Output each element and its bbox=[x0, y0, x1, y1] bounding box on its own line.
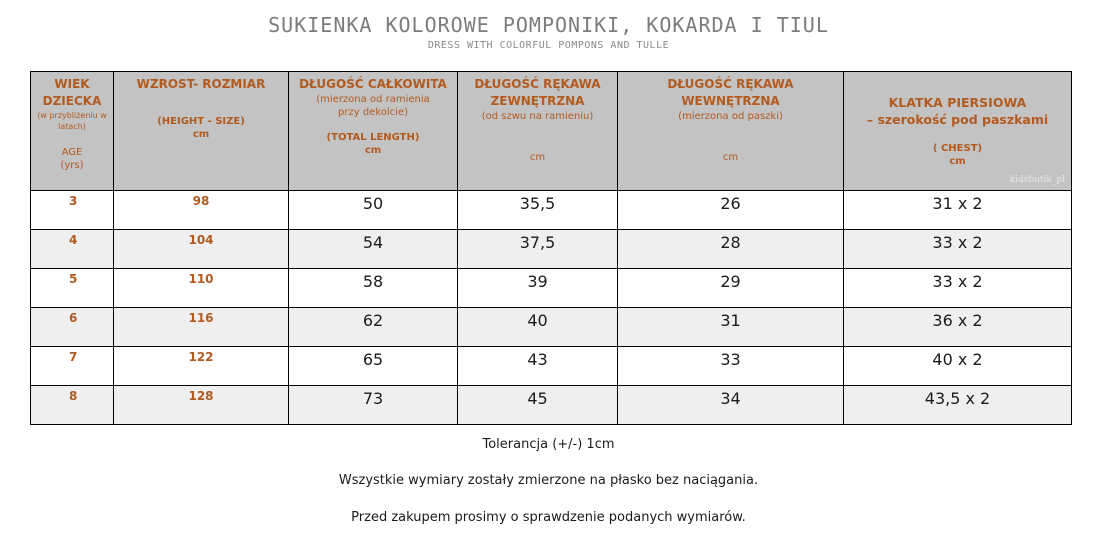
header-sleeve-inner-note: (mierzona od paszki) bbox=[678, 111, 783, 122]
header-length-label: DŁUGOŚĆ CAŁKOWITA bbox=[299, 77, 447, 91]
header-age-line1: WIEK bbox=[54, 77, 90, 91]
header-length bbox=[289, 72, 458, 191]
header-chest-line2: – szerokość pod paszkami bbox=[866, 112, 1049, 127]
size-table-body bbox=[31, 191, 1072, 425]
cell-age: 3 bbox=[31, 191, 114, 230]
cell-sleeve-outer: 43 bbox=[458, 347, 618, 386]
cell-length: 50 bbox=[289, 191, 458, 230]
cell-sleeve-outer: 45 bbox=[458, 386, 618, 425]
cell-chest: 33 x 2 bbox=[844, 230, 1072, 269]
header-age-line2: DZIECKA bbox=[42, 94, 102, 108]
header-sleeve-outer-note: (od szwu na ramieniu) bbox=[481, 111, 594, 122]
tolerance-note: Tolerancja (+/-) 1cm bbox=[482, 437, 615, 452]
header-age-en: AGE bbox=[61, 147, 83, 158]
page-subtitle: DRESS WITH COLORFUL POMPONS AND TULLE bbox=[427, 40, 670, 51]
cell-sleeve-inner: 26 bbox=[618, 191, 844, 230]
table-row bbox=[31, 386, 1072, 425]
table-row bbox=[31, 269, 1072, 308]
size-table bbox=[30, 71, 1072, 425]
header-chest-line1: KLATKA PIERSIOWA bbox=[888, 95, 1027, 110]
cell-sleeve-inner: 31 bbox=[618, 308, 844, 347]
cell-length: 54 bbox=[289, 230, 458, 269]
header-length-unit: cm bbox=[364, 145, 382, 156]
cell-chest: 43,5 x 2 bbox=[844, 386, 1072, 425]
cell-age: 4 bbox=[31, 230, 114, 269]
header-height-en: (HEIGHT - SIZE) bbox=[157, 116, 245, 127]
header-sleeve-inner-unit: cm bbox=[722, 152, 739, 163]
cell-length: 62 bbox=[289, 308, 458, 347]
table-row bbox=[31, 191, 1072, 230]
cell-chest: 36 x 2 bbox=[844, 308, 1072, 347]
header-sleeve-inner bbox=[618, 72, 844, 191]
header-height-unit: cm bbox=[192, 129, 210, 140]
cell-sleeve-inner: 28 bbox=[618, 230, 844, 269]
size-table-header bbox=[31, 72, 1072, 191]
cell-sleeve-inner: 29 bbox=[618, 269, 844, 308]
header-age-unit: (yrs) bbox=[60, 160, 84, 171]
cell-chest: 40 x 2 bbox=[844, 347, 1072, 386]
cell-chest: 33 x 2 bbox=[844, 269, 1072, 308]
cell-length: 58 bbox=[289, 269, 458, 308]
cell-age: 7 bbox=[31, 347, 114, 386]
cell-sleeve-outer: 35,5 bbox=[458, 191, 618, 230]
cell-sleeve-inner: 33 bbox=[618, 347, 844, 386]
cell-height: 98 bbox=[114, 191, 289, 230]
header-height-label: WZROST- ROZMIAR bbox=[136, 77, 266, 91]
cell-chest: 31 x 2 bbox=[844, 191, 1072, 230]
cell-age: 8 bbox=[31, 386, 114, 425]
check-sizes-note: Przed zakupem prosimy o sprawdzenie podanych wymiarów. bbox=[351, 510, 746, 525]
cell-sleeve-outer: 40 bbox=[458, 308, 618, 347]
cell-height: 122 bbox=[114, 347, 289, 386]
header-age bbox=[31, 72, 114, 191]
header-chest bbox=[844, 72, 1072, 191]
cell-sleeve-outer: 39 bbox=[458, 269, 618, 308]
cell-age: 6 bbox=[31, 308, 114, 347]
cell-length: 65 bbox=[289, 347, 458, 386]
header-sleeve-outer-line2: ZEWNĘTRZNA bbox=[490, 94, 585, 108]
cell-height: 110 bbox=[114, 269, 289, 308]
header-sleeve-inner-line2: WEWNĘTRZNA bbox=[681, 94, 780, 108]
flat-measure-note: Wszystkie wymiary zostały zmierzone na płasko bez naciągania. bbox=[338, 473, 759, 488]
cell-sleeve-outer: 37,5 bbox=[458, 230, 618, 269]
watermark: kidsbutik_pl bbox=[1009, 175, 1065, 185]
cell-height: 104 bbox=[114, 230, 289, 269]
table-row bbox=[31, 230, 1072, 269]
header-row bbox=[31, 72, 1072, 191]
cell-age: 5 bbox=[31, 269, 114, 308]
header-sleeve-outer-line1: DŁUGOŚĆ RĘKAWA bbox=[474, 77, 601, 91]
header-length-note: (mierzona od ramienia przy dekolcie) bbox=[316, 94, 430, 118]
header-sleeve-inner-line1: DŁUGOŚĆ RĘKAWA bbox=[667, 77, 794, 91]
table-row bbox=[31, 347, 1072, 386]
cell-sleeve-inner: 34 bbox=[618, 386, 844, 425]
table-row bbox=[31, 308, 1072, 347]
header-height bbox=[114, 72, 289, 191]
header-age-note: (w przybliżeniu w latach) bbox=[37, 111, 107, 131]
cell-height: 116 bbox=[114, 308, 289, 347]
cell-height: 128 bbox=[114, 386, 289, 425]
header-sleeve-outer-unit: cm bbox=[529, 152, 546, 163]
cell-length: 73 bbox=[289, 386, 458, 425]
header-length-en: (TOTAL LENGTH) bbox=[326, 132, 420, 143]
page-title: SUKIENKA KOLOROWE POMPONIKI, KOKARDA I TIUL bbox=[268, 13, 829, 37]
header-sleeve-outer bbox=[458, 72, 618, 191]
header-chest-unit: cm bbox=[949, 156, 966, 167]
header-chest-en: ( CHEST) bbox=[932, 143, 983, 154]
